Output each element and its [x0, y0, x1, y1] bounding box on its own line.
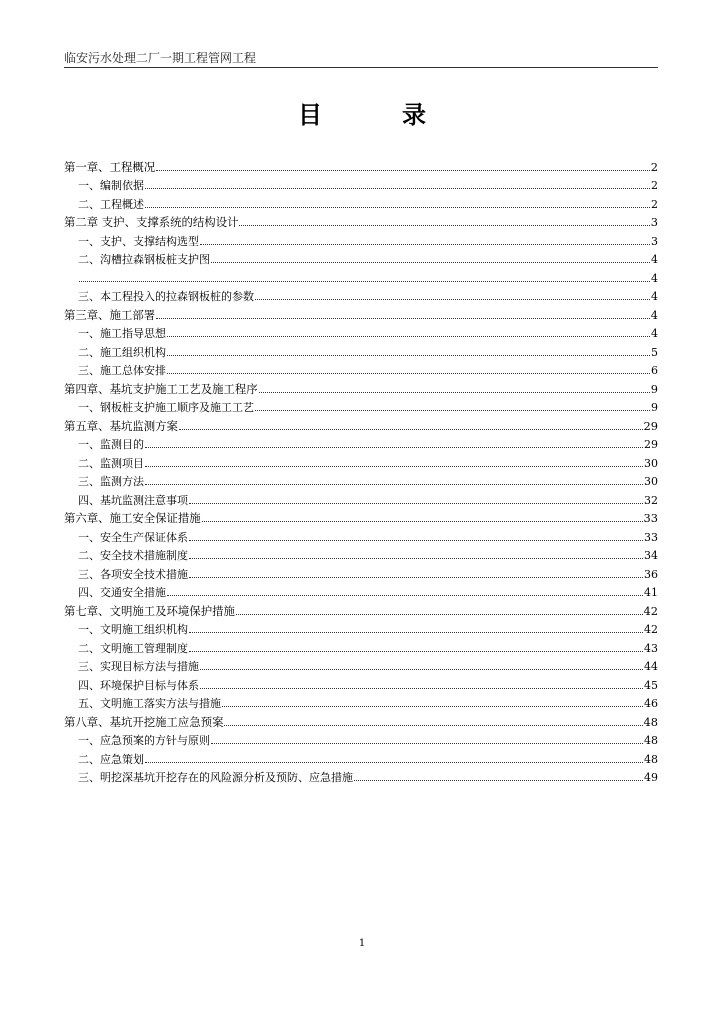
header-divider — [64, 67, 658, 68]
toc-dot-leader — [167, 355, 650, 356]
toc-dot-leader — [156, 170, 650, 171]
toc-dot-leader — [255, 410, 650, 411]
toc-entry-page: 34 — [644, 549, 658, 562]
toc-entry-text: 第四章、基坑支护施工工艺及施工程序 — [64, 381, 258, 396]
toc-entry-text: 第一章、工程概况 — [64, 159, 156, 174]
toc-entry[interactable] — [64, 729, 658, 748]
toc-entry[interactable] — [64, 544, 658, 563]
toc-entry-page: 41 — [644, 586, 658, 599]
toc-entry-page: 2 — [651, 197, 658, 211]
toc-entry[interactable] — [64, 322, 658, 341]
toc-entry-text: 第五章、基坑监测方案 — [64, 418, 178, 433]
toc-entry-page: 4 — [651, 327, 658, 340]
toc-entry-text: 一、钢板桩支护施工顺序及施工工艺 — [78, 401, 254, 414]
toc-entry-page: 30 — [644, 456, 658, 470]
toc-dot-leader — [189, 558, 643, 559]
toc-entry-text: 三、实现目标方法与措施 — [78, 660, 199, 673]
toc-entry-text: 二、文明施工管理制度 — [78, 641, 188, 655]
toc-entry-text: 一、文明施工组织机构 — [78, 623, 188, 636]
toc-entry-page: 49 — [644, 771, 658, 784]
toc-dot-leader — [189, 577, 643, 578]
toc-entry-text: 二、应急策划 — [78, 752, 144, 766]
toc-entry-text: 三、明挖深基坑开挖存在的风险源分析及预防、应急措施 — [78, 771, 353, 784]
toc-entry-page: 4 — [651, 271, 658, 285]
toc-entry[interactable] — [64, 747, 658, 766]
toc-entry-page: 32 — [644, 493, 658, 507]
toc-entry-page: 48 — [644, 734, 658, 747]
toc-entry[interactable] — [64, 155, 658, 174]
toc-dot-leader — [167, 373, 650, 374]
toc-entry-page: 2 — [651, 179, 658, 192]
toc-dot-leader — [145, 484, 643, 485]
toc-entry-text: 五、文明施工落实方法与措施 — [78, 697, 221, 710]
toc-entry-page: 29 — [644, 438, 658, 451]
toc-dot-leader — [145, 762, 643, 763]
toc-entry-page: 44 — [644, 660, 658, 673]
toc-entry[interactable] — [64, 248, 658, 267]
toc-entry-page: 29 — [643, 418, 658, 433]
toc-entry-text: 三、监测方法 — [78, 475, 144, 488]
toc-entry[interactable] — [64, 451, 658, 470]
toc-entry-text: 一、施工指导思想 — [78, 327, 166, 340]
toc-dot-leader — [145, 207, 650, 208]
toc-dot-leader — [145, 466, 643, 467]
toc-entry-page: 4 — [650, 307, 658, 322]
toc-dot-leader — [200, 244, 650, 245]
toc-dot-leader — [156, 318, 650, 319]
toc-entry-page: 5 — [651, 345, 658, 359]
toc-entry-text: 三、施工总体安排 — [78, 364, 166, 377]
toc-entry-page: 6 — [651, 364, 658, 377]
toc-entry[interactable] — [64, 229, 658, 248]
toc-dot-leader — [211, 262, 650, 263]
toc-entry-text: 四、环境保护目标与体系 — [78, 678, 199, 692]
toc-dot-leader — [211, 743, 643, 744]
toc-entry[interactable] — [64, 340, 658, 359]
toc-entry[interactable] — [64, 303, 658, 322]
toc-entry-page: 4 — [651, 290, 658, 303]
toc-entry[interactable] — [64, 562, 658, 581]
toc-entry[interactable] — [64, 692, 658, 711]
toc-entry[interactable] — [64, 470, 658, 489]
toc-entry-page: 9 — [651, 401, 658, 414]
toc-entry-text: 二、沟槽拉森钢板桩支护图 — [78, 253, 210, 266]
toc-entry[interactable] — [64, 377, 658, 396]
toc-entry-page: 42 — [643, 603, 658, 618]
toc-entry[interactable] — [64, 266, 658, 285]
toc-dot-leader — [189, 503, 643, 504]
toc-entry-page: 36 — [644, 567, 658, 581]
toc-entry-text: 四、基坑监测注意事项 — [78, 493, 188, 507]
toc-entry[interactable] — [64, 636, 658, 655]
toc-entry[interactable] — [64, 618, 658, 637]
toc-entry-page: 4 — [651, 253, 658, 266]
toc-entry-text: 第二章 支护、支撑系统的结构设计 — [64, 215, 239, 229]
toc-entry-page: 30 — [644, 475, 658, 488]
toc-entry-page: 3 — [651, 234, 658, 248]
toc-entry-page: 3 — [650, 215, 658, 229]
toc-entry-text: 第三章、施工部署 — [64, 307, 156, 322]
toc-dot-leader — [239, 225, 649, 226]
toc-dot-leader — [179, 429, 643, 430]
toc-entry-text: 一、监测目的 — [78, 438, 144, 451]
toc-dot-leader — [255, 299, 650, 300]
toc-entry[interactable] — [64, 396, 658, 415]
toc-entry-page: 42 — [644, 623, 658, 636]
toc-entry[interactable] — [64, 414, 658, 433]
toc-entry-text: 四、交通安全措施 — [78, 586, 166, 599]
toc-dot-leader — [200, 688, 643, 689]
toc-entry-text: 三、本工程投入的拉森钢板桩的参数 — [78, 290, 254, 303]
toc-entry-text: 一、编制依据 — [78, 179, 144, 192]
toc-entry-text: 一、应急预案的方针与原则 — [78, 734, 210, 747]
toc-entry-text: 二、施工组织机构 — [78, 345, 166, 359]
table-of-contents — [64, 155, 658, 784]
toc-dot-leader — [145, 188, 650, 189]
toc-dot-leader — [189, 540, 643, 541]
toc-entry-page: 48 — [643, 714, 658, 729]
toc-dot-leader — [354, 780, 643, 781]
toc-entry-text: 三、各项安全技术措施 — [78, 567, 188, 581]
toc-entry-text: 一、支护、支撑结构选型 — [78, 234, 199, 248]
toc-dot-leader — [259, 392, 650, 393]
toc-entry-page: 46 — [644, 697, 658, 710]
toc-entry[interactable] — [64, 655, 658, 674]
toc-entry[interactable] — [64, 192, 658, 211]
toc-dot-leader — [145, 447, 643, 448]
toc-dot-leader — [202, 521, 643, 522]
toc-entry[interactable] — [64, 211, 658, 230]
page-number: 1 — [358, 938, 366, 949]
toc-entry-page: 43 — [644, 641, 658, 655]
toc-entry[interactable] — [64, 507, 658, 526]
toc-entry-text: 第八章、基坑开挖施工应急预案 — [64, 714, 224, 729]
toc-entry-text: 第六章、施工安全保证措施 — [64, 511, 201, 525]
toc-dot-leader — [167, 336, 650, 337]
toc-dot-leader — [189, 632, 643, 633]
toc-entry[interactable] — [64, 285, 658, 304]
toc-entry[interactable] — [64, 766, 658, 785]
toc-entry[interactable] — [64, 710, 658, 729]
toc-entry-page: 9 — [650, 381, 658, 396]
toc-dot-leader — [200, 669, 643, 670]
toc-entry[interactable] — [64, 525, 658, 544]
toc-entry-text: 二、安全技术措施制度 — [78, 549, 188, 562]
toc-entry[interactable] — [64, 488, 658, 507]
toc-entry[interactable] — [64, 359, 658, 378]
toc-dot-leader — [224, 725, 642, 726]
toc-entry[interactable] — [64, 433, 658, 452]
toc-title: 目 录 — [298, 100, 454, 129]
toc-dot-leader — [236, 614, 643, 615]
toc-entry[interactable] — [64, 599, 658, 618]
toc-entry-page: 45 — [644, 678, 658, 692]
toc-dot-leader — [167, 595, 643, 596]
toc-entry-page: 33 — [643, 511, 658, 525]
toc-entry-text: 一、安全生产保证体系 — [78, 530, 188, 544]
toc-dot-leader — [222, 706, 643, 707]
toc-entry[interactable] — [64, 673, 658, 692]
toc-entry-page: 48 — [644, 752, 658, 766]
toc-entry[interactable] — [64, 581, 658, 600]
toc-entry-text: 第七章、文明施工及环境保护措施 — [64, 603, 235, 618]
running-header: 临安污水处理二厂一期工程管网工程 — [64, 51, 257, 65]
toc-entry-page: 33 — [644, 530, 658, 544]
toc-entry-text: 二、监测项目 — [78, 456, 144, 470]
toc-dot-leader — [79, 281, 650, 282]
toc-dot-leader — [189, 651, 643, 652]
toc-entry-page: 2 — [650, 159, 658, 174]
toc-entry[interactable] — [64, 174, 658, 193]
toc-entry-text: 二、工程概述 — [78, 197, 144, 211]
